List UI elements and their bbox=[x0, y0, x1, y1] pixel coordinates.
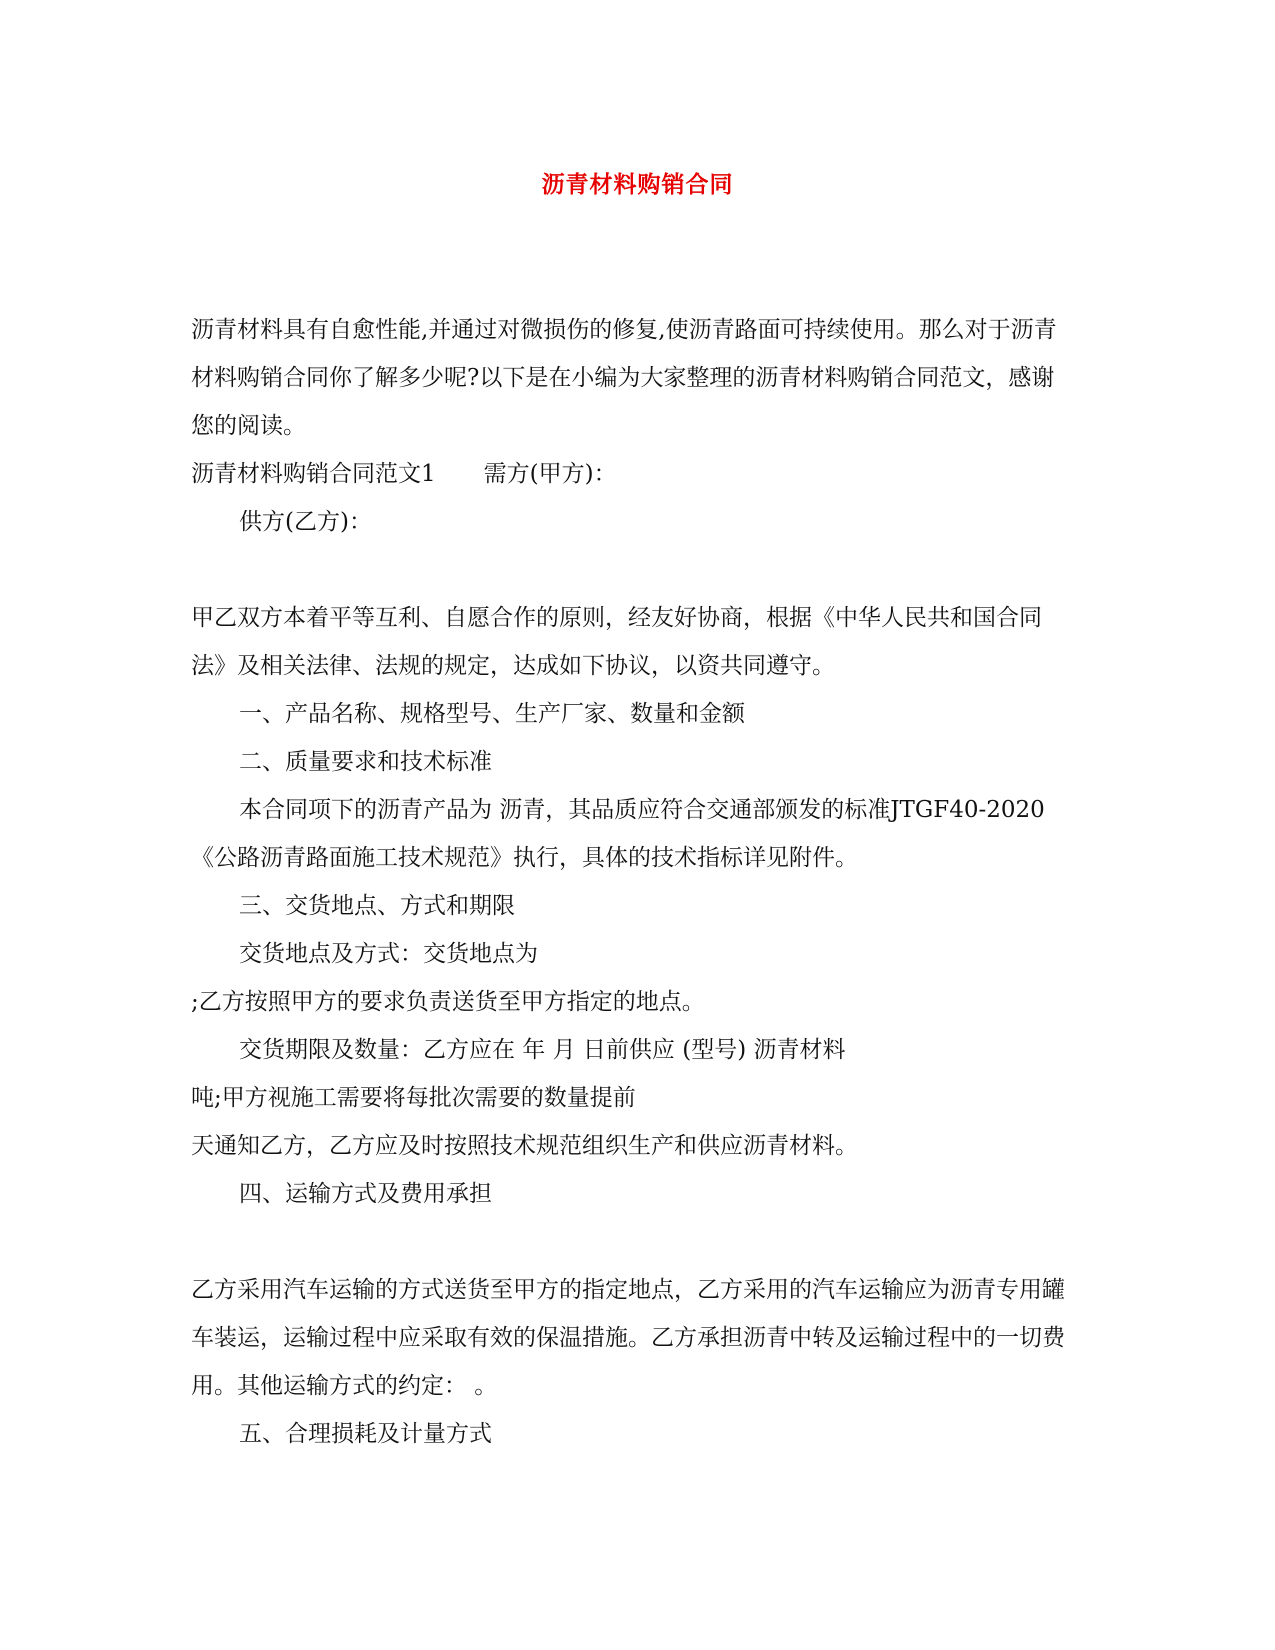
intro-paragraph: 沥青材料具有自愈性能,并通过对微损伤的修复,使沥青路面可持续使用。那么对于沥青材料购销合同你了解多少呢?以下是在小编为大家整理的沥青材料购销合同范文，感谢您的阅读。 bbox=[191, 317, 1057, 439]
blank-line bbox=[191, 1218, 1071, 1266]
delivery-place-continuation: ;乙方按照甲方的要求负责送货至甲方指定的地点。 bbox=[191, 989, 705, 1015]
blank-line bbox=[191, 546, 1071, 594]
section-heading-1: 一、产品名称、规格型号、生产厂家、数量和金额 bbox=[239, 701, 745, 727]
section-heading-4: 四、运输方式及费用承担 bbox=[239, 1181, 492, 1207]
quality-paragraph: 本合同项下的沥青产品为 沥青，其品质应符合交通部颁发的标准JTGF40-2020《公路沥青路面施工技术规范》执行，具体的技术指标详见附件。 bbox=[191, 797, 1045, 871]
delivery-term-continuation-2: 天通知乙方，乙方应及时按照技术规范组织生产和供应沥青材料。 bbox=[191, 1133, 858, 1159]
section-heading-3: 三、交货地点、方式和期限 bbox=[239, 893, 515, 919]
delivery-term-line: 交货期限及数量：乙方应在 年 月 日前供应 (型号) 沥青材料 bbox=[239, 1037, 846, 1063]
section-heading-2: 二、质量要求和技术标准 bbox=[239, 749, 492, 775]
sample-heading-line bbox=[191, 450, 1071, 498]
delivery-place-line: 交货地点及方式：交货地点为 bbox=[239, 941, 538, 967]
delivery-term-continuation-1: 吨;甲方视施工需要将每批次需要的数量提前 bbox=[191, 1085, 636, 1111]
party-b-label: 供方(乙方)： bbox=[239, 509, 372, 535]
transport-paragraph: 乙方采用汽车运输的方式送货至甲方的指定地点，乙方采用的汽车运输应为沥青专用罐车装运，运输过程中应采取有效的保温措施。乙方承担沥青中转及运输过程中的一切费用。其他运输方式的约定： 。 bbox=[191, 1277, 1065, 1399]
document-body bbox=[191, 306, 1071, 1458]
section-heading-5: 五、合理损耗及计量方式 bbox=[239, 1421, 492, 1447]
preamble-paragraph: 甲乙双方本着平等互利、自愿合作的原则，经友好协商，根据《中华人民共和国合同法》及相关法律、法规的规定，达成如下协议，以资共同遵守。 bbox=[191, 605, 1042, 679]
sample-heading: 沥青材料购销合同范文1 bbox=[191, 461, 436, 487]
party-a-label: 需方(甲方)： bbox=[483, 461, 617, 487]
document-title: 沥青材料购销合同 bbox=[541, 171, 734, 198]
